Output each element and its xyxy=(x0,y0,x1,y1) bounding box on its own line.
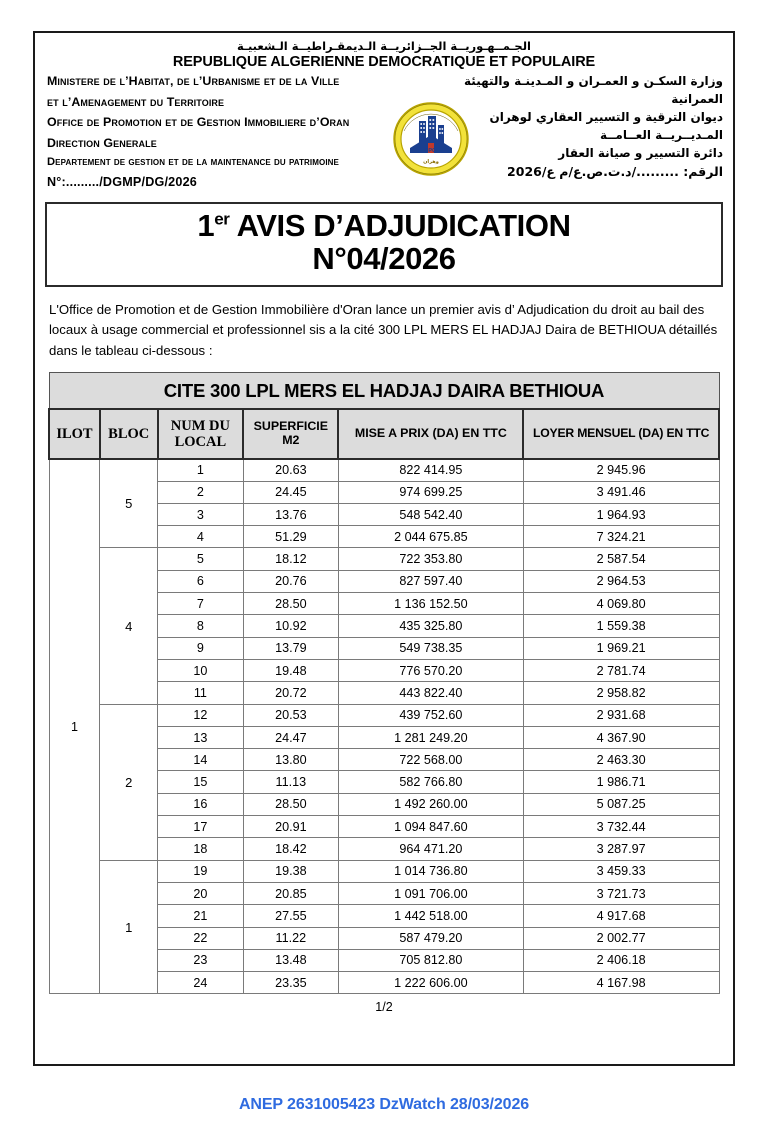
cell-num-du-local: 9 xyxy=(158,637,244,659)
cell-loyer-mensuel: 2 002.77 xyxy=(523,927,719,949)
cell-superficie: 19.38 xyxy=(243,860,338,882)
cell-superficie: 20.91 xyxy=(243,816,338,838)
locals-table xyxy=(48,372,720,994)
cell-num-du-local: 3 xyxy=(158,503,244,525)
cell-superficie: 11.13 xyxy=(243,771,338,793)
cell-superficie: 20.76 xyxy=(243,570,338,592)
notice-title-line-1 xyxy=(47,209,721,242)
header-left-column xyxy=(47,74,427,195)
cell-mise-a-prix: 548 542.40 xyxy=(338,503,523,525)
notice-title-text: AVIS D’ADJUDICATION xyxy=(229,208,571,243)
cell-superficie: 13.76 xyxy=(243,503,338,525)
arabic-office-line: ديوان الترقية و التسيير العقاري لوهران xyxy=(489,110,723,124)
cell-loyer-mensuel: 4 167.98 xyxy=(523,972,719,994)
cell-bloc: 1 xyxy=(100,860,158,994)
notice-title-box xyxy=(45,202,723,287)
cell-num-du-local: 17 xyxy=(158,816,244,838)
cell-superficie: 10.92 xyxy=(243,615,338,637)
cell-loyer-mensuel: 5 087.25 xyxy=(523,793,719,815)
cell-mise-a-prix: 776 570.20 xyxy=(338,659,523,681)
cell-bloc: 5 xyxy=(100,459,158,548)
cell-mise-a-prix: 549 738.35 xyxy=(338,637,523,659)
cell-loyer-mensuel: 2 931.68 xyxy=(523,704,719,726)
cell-mise-a-prix: 587 479.20 xyxy=(338,927,523,949)
cell-num-du-local: 2 xyxy=(158,481,244,503)
cell-num-du-local: 16 xyxy=(158,793,244,815)
cell-num-du-local: 6 xyxy=(158,570,244,592)
cell-num-du-local: 7 xyxy=(158,593,244,615)
cell-mise-a-prix: 1 136 152.50 xyxy=(338,593,523,615)
document-page-frame xyxy=(33,31,735,1066)
notice-title-ordinal: 1 xyxy=(197,208,215,243)
table-row xyxy=(49,704,719,726)
cell-bloc: 2 xyxy=(100,704,158,860)
cell-loyer-mensuel: 7 324.21 xyxy=(523,526,719,548)
cell-loyer-mensuel: 1 969.21 xyxy=(523,637,719,659)
cell-num-du-local: 18 xyxy=(158,838,244,860)
cell-mise-a-prix: 822 414.95 xyxy=(338,459,523,481)
col-header-bloc: BLOC xyxy=(100,409,158,459)
cell-num-du-local: 13 xyxy=(158,726,244,748)
col-header-num-du-local xyxy=(158,409,244,459)
page-number: 1/2 xyxy=(375,1000,393,1015)
cell-mise-a-prix: 1 442 518.00 xyxy=(338,905,523,927)
document-header xyxy=(35,33,733,196)
arabic-direction-line: المـديــريــة العــامــة xyxy=(599,128,723,142)
cell-mise-a-prix: 722 568.00 xyxy=(338,749,523,771)
cell-loyer-mensuel: 1 559.38 xyxy=(523,615,719,637)
cell-mise-a-prix: 443 822.40 xyxy=(338,682,523,704)
cell-loyer-mensuel: 2 964.53 xyxy=(523,570,719,592)
cell-loyer-mensuel: 4 069.80 xyxy=(523,593,719,615)
cell-mise-a-prix: 1 281 249.20 xyxy=(338,726,523,748)
cell-superficie: 24.47 xyxy=(243,726,338,748)
cell-mise-a-prix: 1 091 706.00 xyxy=(338,882,523,904)
cell-superficie: 18.42 xyxy=(243,838,338,860)
cell-mise-a-prix: 964 471.20 xyxy=(338,838,523,860)
cell-num-du-local: 8 xyxy=(158,615,244,637)
cell-num-du-local: 11 xyxy=(158,682,244,704)
cell-superficie: 13.79 xyxy=(243,637,338,659)
cell-superficie: 20.72 xyxy=(243,682,338,704)
table-header-row xyxy=(49,409,719,459)
cell-num-du-local: 5 xyxy=(158,548,244,570)
department-line: Departement de gestion et de la maintenance du patrimoine xyxy=(47,156,339,168)
arabic-ministry-line-1: وزارة السكـن و العمـران و المـدينـة والتهيئة xyxy=(464,74,723,88)
cell-num-du-local: 4 xyxy=(158,526,244,548)
cell-loyer-mensuel: 1 964.93 xyxy=(523,503,719,525)
cell-num-du-local: 24 xyxy=(158,972,244,994)
cell-superficie: 20.85 xyxy=(243,882,338,904)
cell-mise-a-prix: 1 492 260.00 xyxy=(338,793,523,815)
direction-line: Direction Generale xyxy=(47,135,157,150)
col-header-loyer-mensuel: LOYER MENSUEL (DA) EN TTC xyxy=(523,409,719,459)
cell-mise-a-prix: 974 699.25 xyxy=(338,481,523,503)
cell-loyer-mensuel: 2 958.82 xyxy=(523,682,719,704)
anep-footer: ANEP 2631005423 DzWatch 28/03/2026 xyxy=(238,1096,530,1113)
cell-num-du-local: 12 xyxy=(158,704,244,726)
cell-loyer-mensuel: 1 986.71 xyxy=(523,771,719,793)
cell-superficie: 20.53 xyxy=(243,704,338,726)
cell-superficie: 13.80 xyxy=(243,749,338,771)
cell-superficie: 27.55 xyxy=(243,905,338,927)
cell-superficie: 20.63 xyxy=(243,459,338,481)
cell-superficie: 28.50 xyxy=(243,593,338,615)
cell-num-du-local: 14 xyxy=(158,749,244,771)
cell-mise-a-prix: 582 766.80 xyxy=(338,771,523,793)
cell-loyer-mensuel: 3 721.73 xyxy=(523,882,719,904)
cell-num-du-local: 10 xyxy=(158,659,244,681)
cell-loyer-mensuel: 4 917.68 xyxy=(523,905,719,927)
cell-mise-a-prix: 439 752.60 xyxy=(338,704,523,726)
ministry-line-1: Ministere de l’Habitat, de l’Urbanisme et de la Ville xyxy=(47,74,340,88)
office-line: Office de Promotion et de Gestion Immobiliere d’Oran xyxy=(47,115,350,129)
cell-loyer-mensuel: 3 287.97 xyxy=(523,838,719,860)
cell-superficie: 18.12 xyxy=(243,548,338,570)
header-right-column xyxy=(461,74,723,183)
cell-num-du-local: 19 xyxy=(158,860,244,882)
arabic-ministry-line-2: العمرانية xyxy=(671,92,723,106)
cell-ilot: 1 xyxy=(49,459,100,994)
table-caption: CITE 300 LPL MERS EL HADJAJ DAIRA BETHIOUA xyxy=(49,373,719,409)
cell-loyer-mensuel: 3 491.46 xyxy=(523,481,719,503)
col-header-num-line-1: NUM DU xyxy=(170,417,230,434)
cell-loyer-mensuel: 3 459.33 xyxy=(523,860,719,882)
cell-mise-a-prix: 705 812.80 xyxy=(338,949,523,971)
arabic-republic-title: الجـمــهـوريــة الجــزائريــة الـديمقـراطيــة الـشعبيـة xyxy=(237,39,531,53)
col-header-superficie-line-1: SUPERFICIE xyxy=(253,418,328,433)
cell-num-du-local: 23 xyxy=(158,949,244,971)
opgi-logo xyxy=(392,101,470,177)
col-header-ilot: ILOT xyxy=(49,409,100,459)
table-row xyxy=(49,459,719,481)
opgi-seal-icon xyxy=(392,101,470,177)
cell-loyer-mensuel: 2 945.96 xyxy=(523,459,719,481)
notice-intro-paragraph: L'Office de Promotion et de Gestion Immobilière d'Oran lance un premier avis d’ Adjudication du droit au bail des locaux à usage commercial et professionnel sis a la cité 300 LPL MERS EL HADJAJ Daira de BETHIOUA détaillés dans le tableau ci-dessous : xyxy=(49,301,718,358)
locals-table-body xyxy=(49,459,719,994)
cell-num-du-local: 21 xyxy=(158,905,244,927)
cell-mise-a-prix: 2 044 675.85 xyxy=(338,526,523,548)
cell-loyer-mensuel: 4 367.90 xyxy=(523,726,719,748)
svg-text:وهران: وهران xyxy=(423,159,439,165)
cell-loyer-mensuel: 2 781.74 xyxy=(523,659,719,681)
table-row xyxy=(49,548,719,570)
cell-loyer-mensuel: 3 732.44 xyxy=(523,816,719,838)
cell-mise-a-prix: 722 353.80 xyxy=(338,548,523,570)
cell-num-du-local: 20 xyxy=(158,882,244,904)
cell-superficie: 23.35 xyxy=(243,972,338,994)
cell-superficie: 51.29 xyxy=(243,526,338,548)
cell-superficie: 28.50 xyxy=(243,793,338,815)
ministry-line-2: et l’Amenagement du Territoire xyxy=(47,94,225,109)
notice-title-superscript: er xyxy=(214,209,230,229)
cell-mise-a-prix: 435 325.80 xyxy=(338,615,523,637)
reference-number-ar: الرقم: ........./د.ت.ص.ع/م ع/2026 xyxy=(507,164,723,179)
table-caption-row xyxy=(49,373,719,409)
locals-table-head xyxy=(49,373,719,459)
cell-superficie: 13.48 xyxy=(243,949,338,971)
cell-bloc: 4 xyxy=(100,548,158,704)
col-header-mise-a-prix: MISE A PRIX (DA) EN TTC xyxy=(338,409,523,459)
col-header-superficie-line-2: M2 xyxy=(282,432,300,447)
notice-title-line-2: N°04/2026 xyxy=(312,241,456,277)
cell-num-du-local: 22 xyxy=(158,927,244,949)
col-header-superficie xyxy=(243,409,338,459)
cell-loyer-mensuel: 2 587.54 xyxy=(523,548,719,570)
french-republic-title: REPUBLIQUE ALGERIENNE DEMOCRATIQUE ET POPULAIRE xyxy=(172,54,596,70)
svg-text:OPGI: OPGI xyxy=(424,148,438,154)
cell-mise-a-prix: 1 094 847.60 xyxy=(338,816,523,838)
col-header-num-line-2: LOCAL xyxy=(174,433,227,450)
cell-superficie: 24.45 xyxy=(243,481,338,503)
cell-loyer-mensuel: 2 463.30 xyxy=(523,749,719,771)
cell-superficie: 19.48 xyxy=(243,659,338,681)
cell-mise-a-prix: 827 597.40 xyxy=(338,570,523,592)
cell-superficie: 11.22 xyxy=(243,927,338,949)
cell-num-du-local: 15 xyxy=(158,771,244,793)
arabic-department-line: دائرة التسيير و صيانة العقار xyxy=(558,146,723,160)
locals-table-wrapper xyxy=(48,372,720,1014)
cell-loyer-mensuel: 2 406.18 xyxy=(523,949,719,971)
table-row xyxy=(49,860,719,882)
cell-num-du-local: 1 xyxy=(158,459,244,481)
cell-mise-a-prix: 1 014 736.80 xyxy=(338,860,523,882)
cell-mise-a-prix: 1 222 606.00 xyxy=(338,972,523,994)
reference-number-fr: N°:........./DGMP/DG/2026 xyxy=(47,174,198,189)
